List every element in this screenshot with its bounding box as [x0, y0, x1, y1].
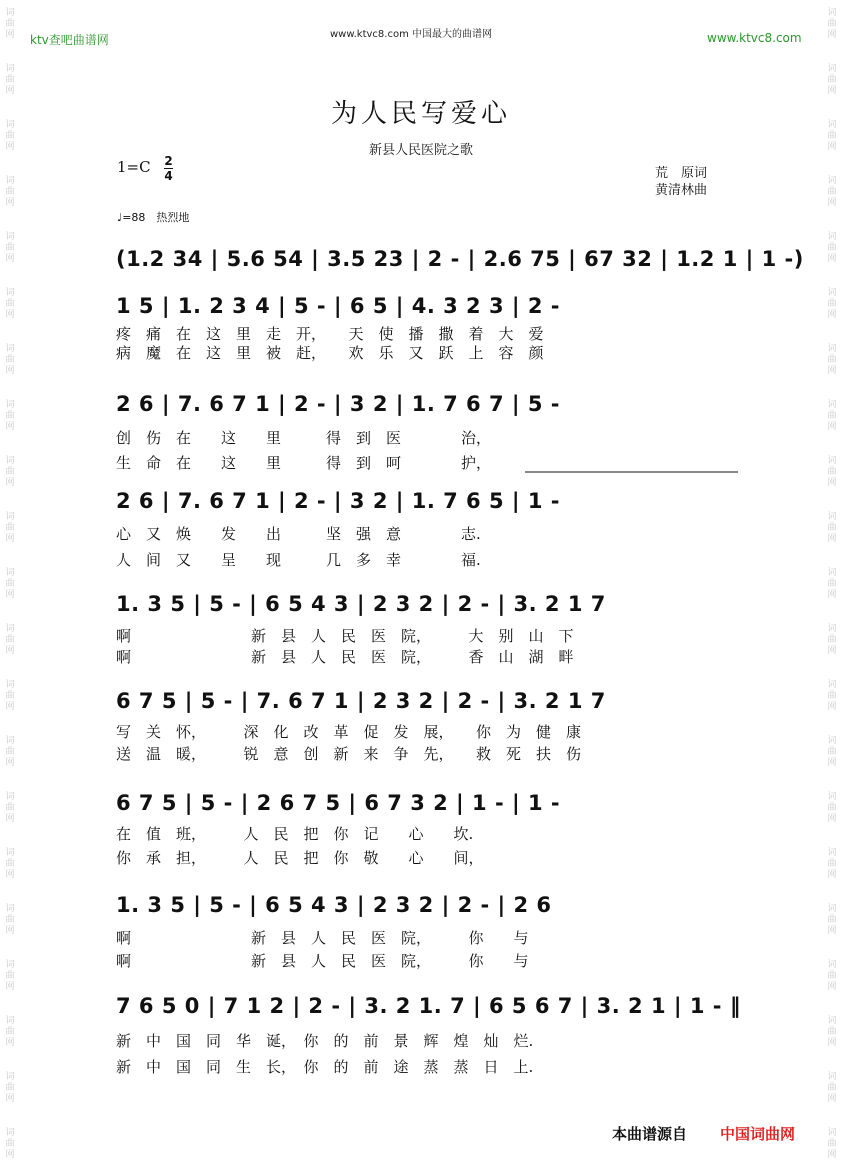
watermark-text: 词曲网 [5, 568, 15, 600]
watermark-text: 词曲网 [827, 904, 837, 936]
watermark-text: 词曲网 [827, 736, 837, 768]
watermark-text: 词曲网 [5, 848, 15, 880]
site-tagline[interactable]: www.ktvc8.com 中国最大的曲谱网 [330, 29, 493, 40]
watermark-text: 词曲网 [5, 400, 15, 432]
composer-credit: 黄清林曲 [655, 183, 708, 198]
tempo-marking: ♩=88 热烈地 [117, 211, 190, 224]
watermark-text: 词曲网 [5, 512, 15, 544]
notes-line: 1. 3 5 | 5 - | 6 5 4 3 | 2 3 2 | 2 - | 3. 2 1 7 [116, 592, 606, 616]
watermark-text: 词曲网 [827, 400, 837, 432]
watermark-text: 词曲网 [5, 904, 15, 936]
watermark-text: 词曲网 [827, 64, 837, 96]
footer-source-label: 本曲谱源自 [612, 1125, 688, 1143]
lyric-line: 新 中 国 同 华 诞， 你 的 前 景 辉 煌 灿 烂. [116, 1032, 534, 1050]
watermark-text: 词曲网 [5, 176, 15, 208]
watermark-text: 词曲网 [827, 344, 837, 376]
lyric-line: 你 承 担， 人 民 把 你 敬 心 间， [116, 849, 484, 867]
watermark-text: 词曲网 [827, 1072, 837, 1104]
watermark-text: 词曲网 [827, 792, 837, 824]
watermark-text: 词曲网 [5, 1072, 15, 1104]
watermark-text: 词曲网 [827, 512, 837, 544]
watermark-text: 词曲网 [5, 232, 15, 264]
time-signature-top: 2 [164, 154, 173, 168]
notes-line: 1. 3 5 | 5 - | 6 5 4 3 | 2 3 2 | 2 - | 2 6 [116, 893, 552, 917]
lyricist-credit: 荒 原词 [655, 166, 708, 181]
song-title: 为人民写爱心 [330, 99, 511, 129]
site-url-right[interactable]: www.ktvc8.com [707, 31, 802, 45]
lyric-line: 病 魔 在 这 里 被 赶， 欢 乐 又 跃 上 容 颜 [116, 344, 544, 362]
watermark-text: 词曲网 [827, 288, 837, 320]
notes-line: (1.2 34 | 5.6 54 | 3.5 23 | 2 - | 2.6 75 | 67 32 | 1.2 1 | 1 -) [116, 247, 804, 271]
watermark-text: 词曲网 [5, 736, 15, 768]
watermark-text: 词曲网 [5, 8, 15, 40]
watermark-text: 词曲网 [827, 624, 837, 656]
lyric-line: 送 温 暖， 锐 意 创 新 来 争 先， 救 死 扶 伤 [116, 745, 582, 763]
lyric-line: 生 命 在 这 里 得 到 呵 护， [116, 454, 492, 472]
watermark-text: 词曲网 [827, 1128, 837, 1160]
lyric-line: 新 中 国 同 生 长， 你 的 前 途 蒸 蒸 日 上. [116, 1058, 534, 1076]
site-name-left[interactable]: ktv查吧曲谱网 [30, 33, 109, 47]
watermark-text: 词曲网 [827, 680, 837, 712]
lyric-line: 创 伤 在 这 里 得 到 医 治， [116, 429, 492, 447]
footer-source-link[interactable]: 中国词曲网 [720, 1125, 796, 1143]
watermark-text: 词曲网 [827, 176, 837, 208]
watermark-text: 词曲网 [827, 8, 837, 40]
notes-line: 2 6 | 7. 6 7 1 | 2 - | 3 2 | 1. 7 6 7 | 5 - [116, 392, 561, 416]
watermark-text: 词曲网 [5, 792, 15, 824]
watermark-text: 词曲网 [827, 568, 837, 600]
time-signature-bottom: 4 [164, 169, 173, 183]
watermark-text: 词曲网 [5, 120, 15, 152]
watermark-text: 词曲网 [827, 848, 837, 880]
watermark-text: 词曲网 [5, 288, 15, 320]
lyric-line: 啊 新 县 人 民 医 院， 香 山 湖 畔 [116, 648, 574, 666]
watermark-text: 词曲网 [5, 64, 15, 96]
song-subtitle: 新县人民医院之歌 [368, 143, 473, 158]
lyric-line: 人 间 又 呈 现 几 多 幸 福. [116, 551, 481, 569]
watermark-text: 词曲网 [827, 1016, 837, 1048]
watermark-text: 词曲网 [5, 960, 15, 992]
watermark-text: 词曲网 [5, 624, 15, 656]
watermark-text: 词曲网 [827, 120, 837, 152]
watermark-text: 词曲网 [5, 1128, 15, 1160]
lyric-line: 疼 痛 在 这 里 走 开， 天 使 播 撒 着 大 爱 [116, 325, 544, 343]
watermark-text: 词曲网 [5, 680, 15, 712]
notes-line: 6 7 5 | 5 - | 2 6 7 5 | 6 7 3 2 | 1 - | 1 - [116, 791, 561, 815]
notes-line: 6 7 5 | 5 - | 7. 6 7 1 | 2 3 2 | 2 - | 3. 2 1 7 [116, 689, 606, 713]
lyric-line: 在 值 班， 人 民 把 你 记 心 坎. [116, 825, 474, 843]
watermark-text: 词曲网 [5, 344, 15, 376]
watermark-text: 词曲网 [5, 456, 15, 488]
lyric-line: 心 又 焕 发 出 坚 强 意 志. [116, 525, 481, 543]
lyric-line: 写 关 怀， 深 化 改 革 促 发 展， 你 为 健 康 [116, 723, 582, 741]
notes-line: 2 6 | 7. 6 7 1 | 2 - | 3 2 | 1. 7 6 5 | 1 - [116, 489, 561, 513]
lyric-line: 啊 新 县 人 民 医 院， 你 与 [116, 952, 529, 970]
watermark-text: 词曲网 [827, 960, 837, 992]
notes-line: 1 5 | 1. 2 3 4 | 5 - | 6 5 | 4. 3 2 3 | 2 - [116, 294, 561, 318]
lyric-line: 啊 新 县 人 民 医 院， 你 与 [116, 929, 529, 947]
lyric-line: 啊 新 县 人 民 医 院， 大 别 山 下 [116, 627, 574, 645]
notes-line: 7 6 5 0 | 7 1 2 | 2 - | 3. 2 1. 7 | 6 5 6 7 | 3. 2 1 | 1 - ‖ [116, 994, 741, 1018]
key-signature: 1=C [117, 158, 151, 176]
watermark-text: 词曲网 [827, 456, 837, 488]
watermark-text: 词曲网 [5, 1016, 15, 1048]
watermark-text: 词曲网 [827, 232, 837, 264]
